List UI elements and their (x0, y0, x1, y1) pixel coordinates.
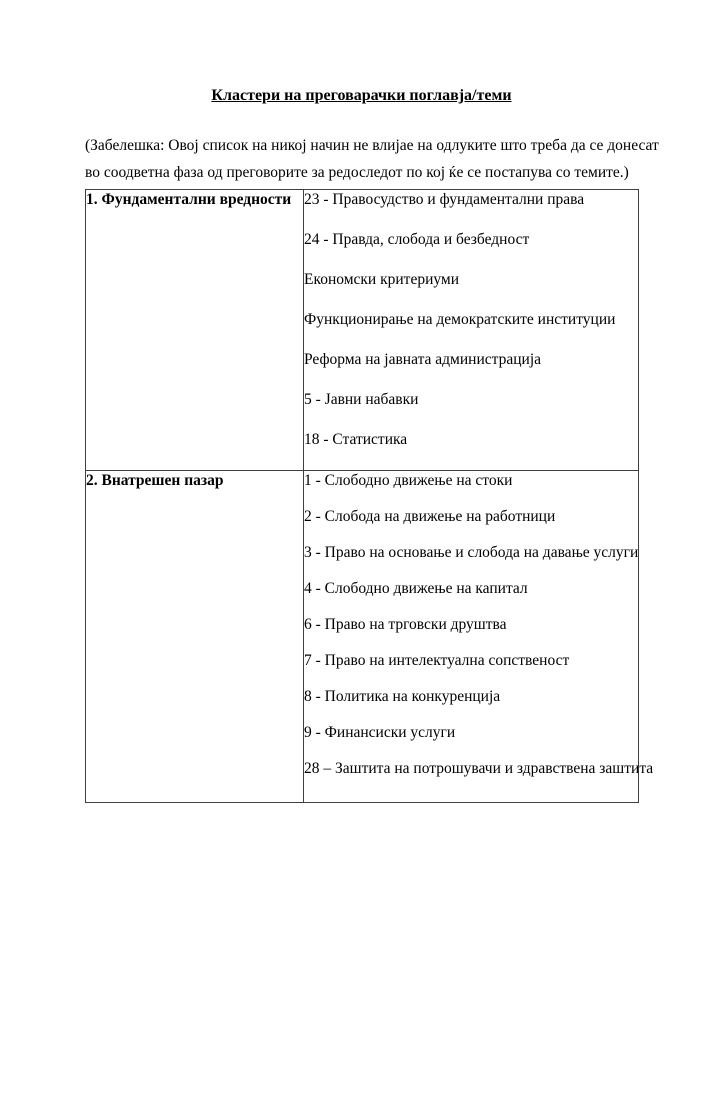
chapter-item: 4 - Слободно движење на капитал (304, 580, 528, 597)
table-row-cluster-2 (86, 471, 639, 803)
cluster-2-items-cell (304, 471, 654, 803)
chapter-item: Функционирање на демократските институции (304, 311, 616, 328)
chapter-item: 28 – Заштита на потрошувачи и здравствена заштита (304, 760, 654, 777)
chapter-item: 6 - Право на трговски друштва (304, 616, 507, 633)
chapter-item: Економски критериуми (304, 271, 460, 288)
table-row-cluster-1 (86, 190, 639, 471)
chapter-item: Реформа на јавната администрација (304, 351, 542, 368)
chapter-item: 23 - Правосудство и фундаментални права (304, 191, 585, 208)
chapter-item: 9 - Финансиски услуги (304, 724, 456, 741)
cluster-1-name-cell: 1. Фундаментални вредности (86, 190, 304, 471)
clusters-table (85, 189, 654, 803)
note-paragraph (85, 132, 659, 186)
chapter-item: 24 - Правда, слобода и безбедност (304, 231, 530, 248)
chapter-item: 18 - Статистика (304, 431, 408, 448)
note-line-2: во соодветна фаза од преговорите за редоследот по кој ќе се постапува со темите.) (85, 164, 629, 181)
page-title: Кластери на преговарачки поглавја/теми (211, 87, 512, 104)
document-page (0, 86, 723, 1110)
chapter-item: 1 - Слободно движење на стоки (304, 472, 513, 489)
note-line-1: (Забелешка: Овој список на никој начин не влијае на одлуките што треба да се донесат (85, 137, 659, 154)
chapter-item: 8 - Политика на конкуренција (304, 688, 501, 705)
cluster-2-name-cell: 2. Внатрешен пазар (86, 471, 304, 803)
chapter-item: 2 - Слобода на движење на работници (304, 508, 556, 525)
chapter-item: 5 - Јавни набавки (304, 391, 419, 408)
cluster-1-items-cell (304, 190, 639, 471)
chapter-item: 7 - Право на интелектуална сопственост (304, 652, 570, 669)
chapter-item: 3 - Право на основање и слобода на давање услуги (304, 544, 639, 561)
